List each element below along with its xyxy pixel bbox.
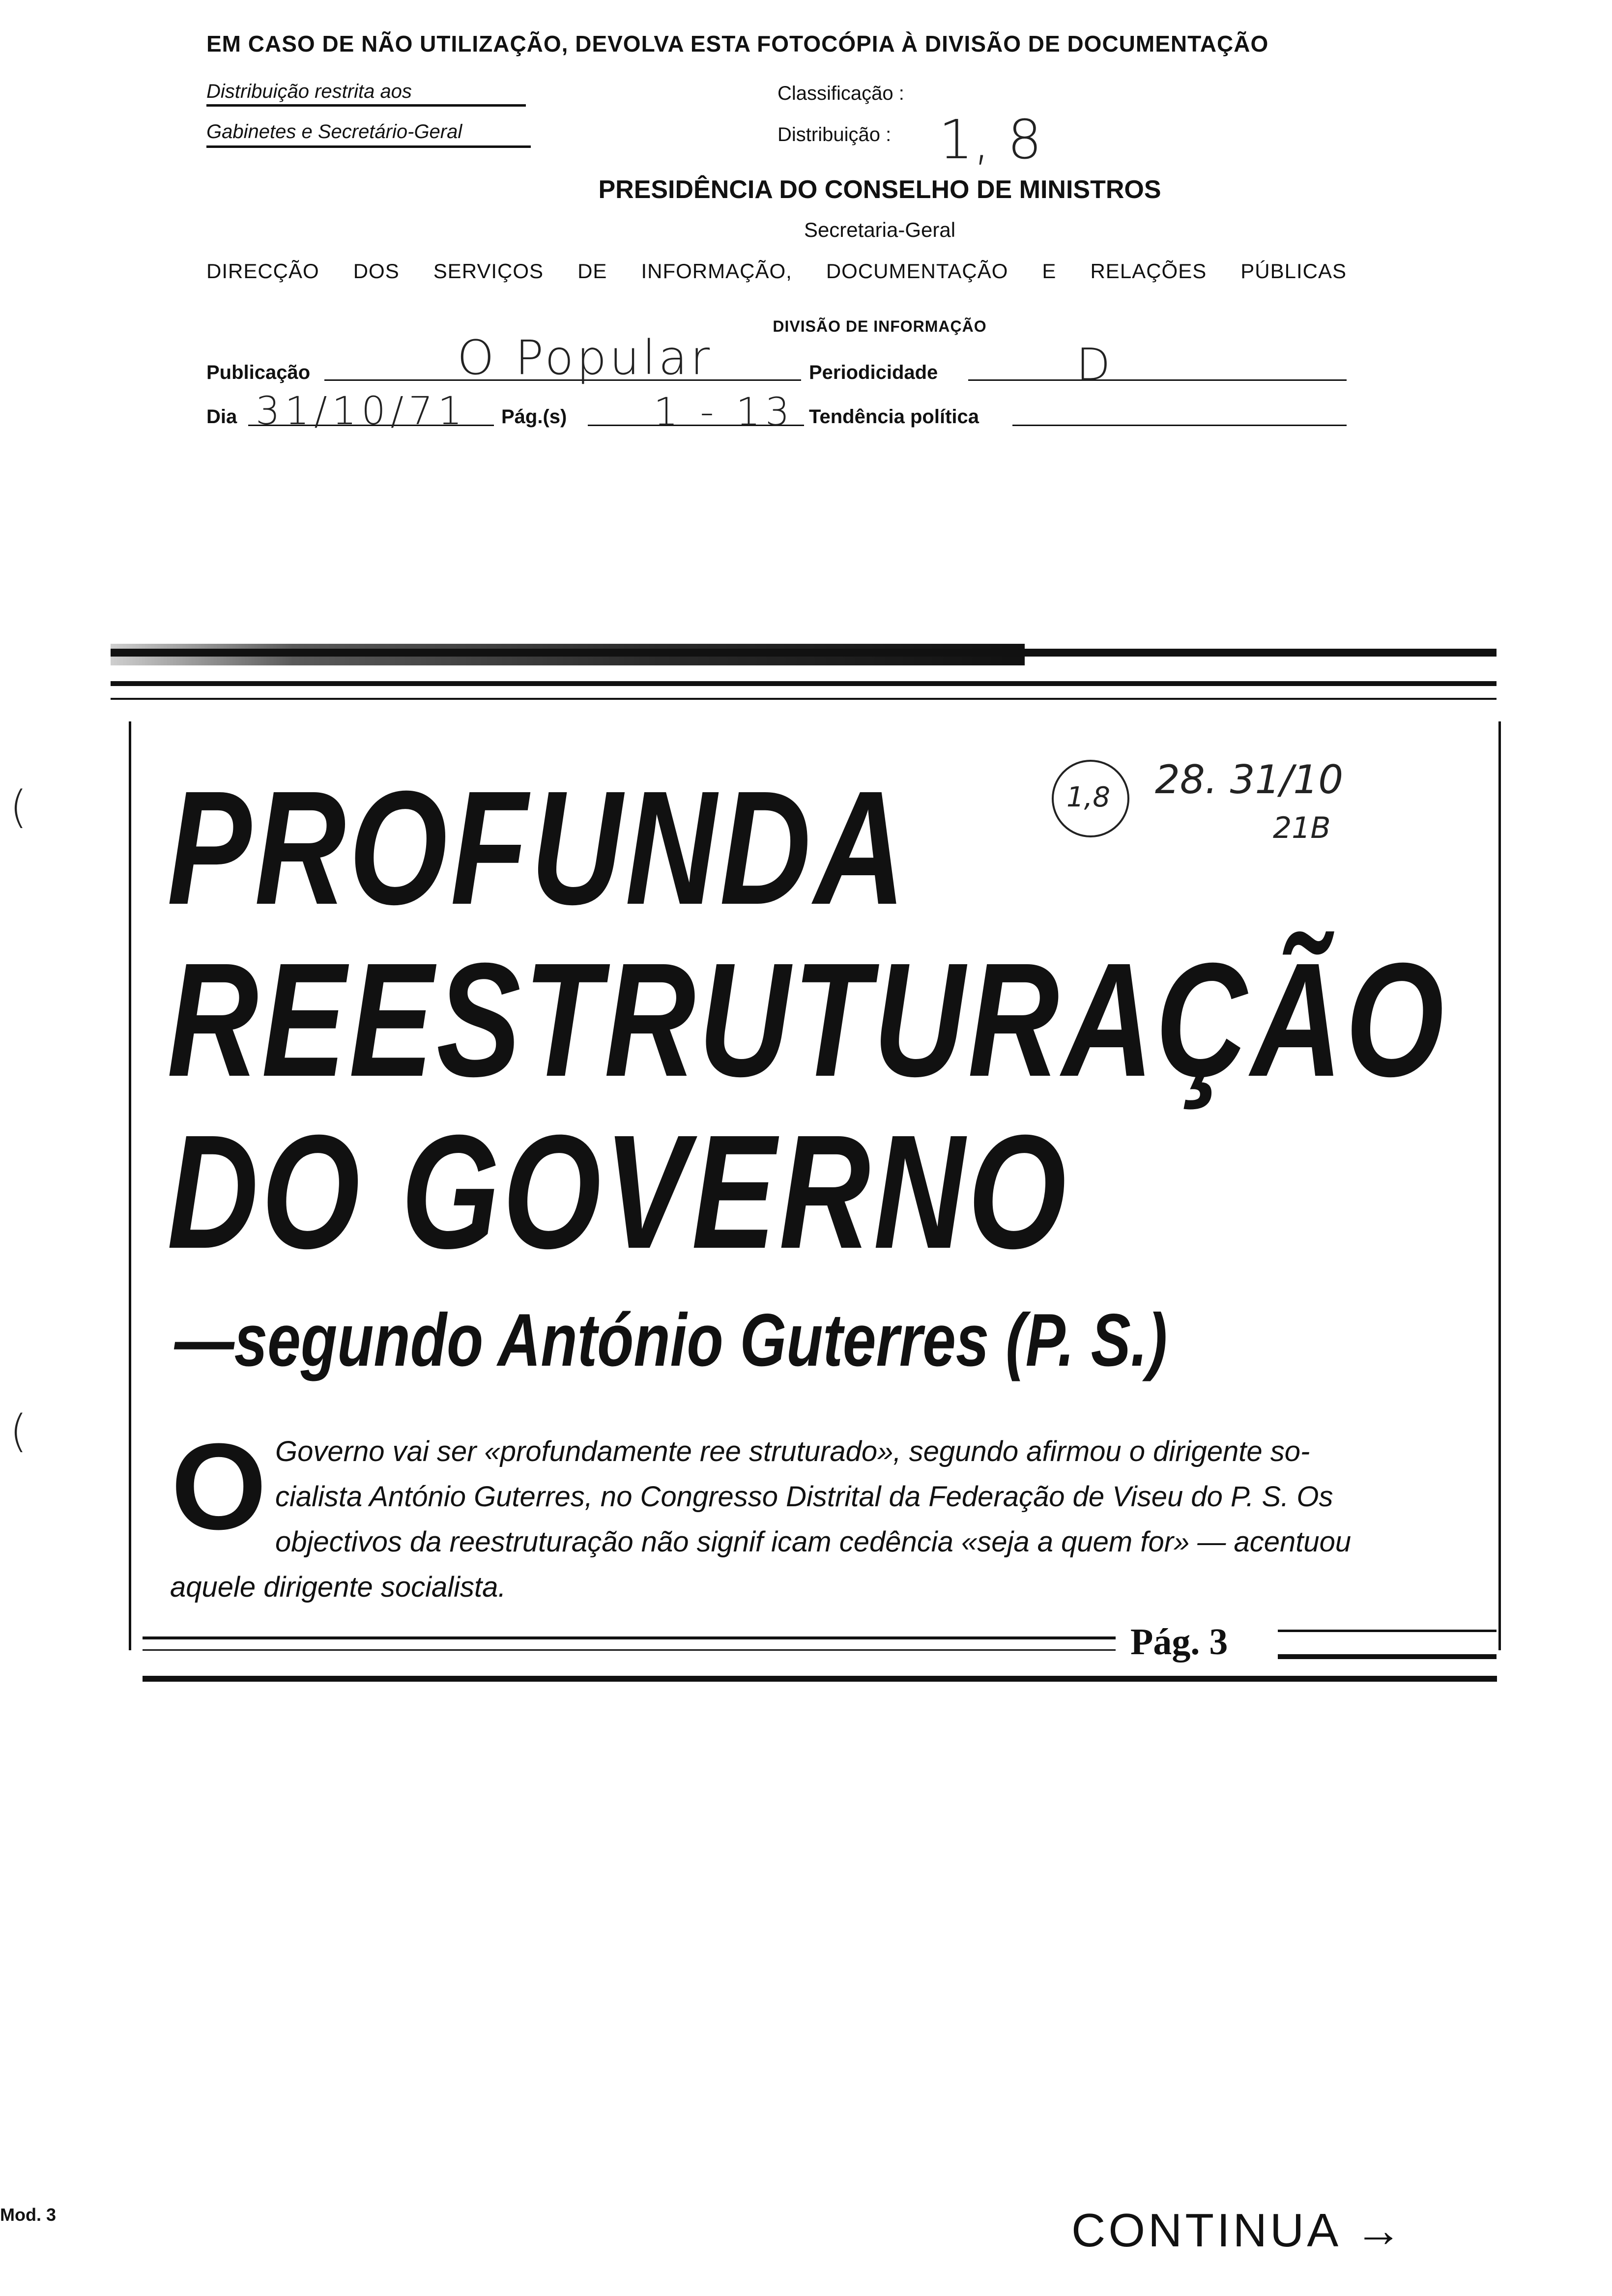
divisao-heading: DIVISÃO DE INFORMAÇÃO [773, 317, 987, 335]
annotation-code: 21B [1273, 811, 1331, 845]
divider [206, 104, 526, 107]
publicacao-value: O Popular [457, 330, 713, 385]
headline-line-3: DO GOVERNO [167, 1101, 1069, 1282]
bottom-rule-right-thick [1278, 1654, 1497, 1659]
tendencia-line [1012, 425, 1347, 426]
direccao-heading: DIRECÇÃO DOS SERVIÇOS DE INFORMAÇÃO, DOCUMENTAÇÃO E RELAÇÕES PÚBLICAS [206, 259, 1347, 283]
distribuicao-label: Distribuição : [777, 124, 892, 145]
restriction-line-1: Distribuição restrita aos [206, 81, 412, 102]
annotation-circle-text: 1,8 [1066, 781, 1111, 813]
clipping-top-rule [111, 649, 1497, 657]
margin-mark: ( [10, 1406, 28, 1457]
margin-mark: ( [10, 781, 28, 833]
clipping-rule-thin [111, 698, 1497, 700]
annotation-date: 28. 31/10 [1155, 757, 1344, 803]
classificacao-label: Classificação : [777, 83, 904, 104]
publicacao-label: Publicação [206, 362, 311, 383]
presidencia-heading: PRESIDÊNCIA DO CONSELHO DE MINISTROS [598, 175, 1161, 204]
headline-line-1: PROFUNDA [167, 757, 909, 938]
periodicidade-label: Periodicidade [809, 362, 938, 383]
bottom-rule-left [143, 1636, 1116, 1639]
drop-cap: O [171, 1418, 267, 1555]
secretaria-heading: Secretaria-Geral [804, 218, 956, 241]
periodicidade-line [968, 379, 1347, 381]
periodicidade-value: D [1076, 339, 1111, 391]
dia-label: Dia [206, 406, 237, 428]
body-line-3: objectivos da reestruturação não signif icam cedência «seja a quem for» — acentuou [275, 1526, 1352, 1558]
headline-line-2: REESTRUTURAÇÃO [167, 929, 1447, 1110]
dia-value: 31/10/71 [256, 389, 467, 433]
continua-label: CONTINUA → [1071, 2204, 1405, 2257]
return-notice: EM CASO DE NÃO UTILIZAÇÃO, DEVOLVA ESTA FOTOCÓPIA À DIVISÃO DE DOCUMENTAÇÃO [206, 31, 1269, 57]
pags-value: 1 - 13 [654, 390, 795, 434]
body-line-4: aquele dirigente socialista. [170, 1571, 506, 1603]
bottom-rule-right [1278, 1630, 1497, 1632]
body-line-2: cialista António Guterres, no Congresso Distrital da Federação de Viseu do P. S. Os [275, 1481, 1333, 1513]
tendencia-label: Tendência política [809, 406, 979, 428]
form-model: Mod. 3 [0, 2205, 56, 2225]
divider [206, 145, 531, 148]
bottom-rule-thick [143, 1676, 1497, 1682]
bottom-rule-thin [143, 1649, 1116, 1651]
pags-label: Pág.(s) [501, 406, 567, 428]
restriction-line-2: Gabinetes e Secretário-Geral [206, 121, 462, 143]
body-line-1: Governo vai ser «profundamente ree struturado», segundo afirmou o dirigente so- [275, 1435, 1310, 1467]
page-reference: Pág. 3 [1130, 1621, 1228, 1663]
clipping-rule [111, 681, 1497, 686]
distribuicao-value: 1, 8 [939, 108, 1042, 171]
subheadline: —segundo António Guterres (P. S.) [174, 1298, 1168, 1382]
